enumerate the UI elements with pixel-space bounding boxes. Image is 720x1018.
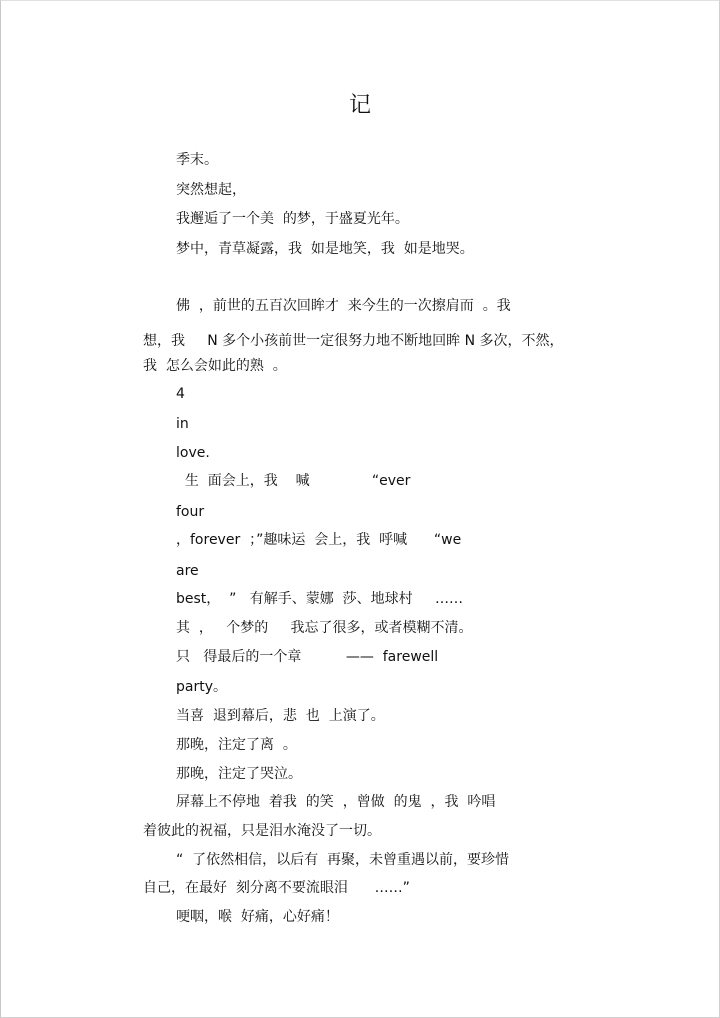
- text-line: 突然想起，: [176, 182, 246, 198]
- text-line: 想，我 N 多个小孩前世一定很努力地不断地回眸 N 多次，不然，: [143, 333, 564, 349]
- text-line: 那晚，注定了哭泣。: [176, 766, 302, 782]
- text-line: best， ” 有解手、蒙娜 莎、地球村 ……: [176, 591, 463, 607]
- text-line: 那晚，注定了离 。: [176, 737, 297, 753]
- text-line: 季末。: [176, 152, 218, 168]
- text-line: are: [176, 563, 199, 579]
- text-line: in: [176, 416, 189, 432]
- text-line: ，forever ；”趣味运 会上，我 呼喊 “we: [176, 532, 462, 548]
- text-line: love.: [176, 445, 210, 461]
- document-title: 记: [348, 93, 371, 118]
- text-line: 生 面会上，我 喊 “ever: [176, 473, 411, 489]
- text-line: 我 怎么会如此的熟 。: [143, 358, 287, 374]
- text-line: 梦中，青草凝露，我 如是地笑，我 如是地哭。: [176, 241, 474, 257]
- text-line: 当喜 退到幕后，悲 也 上演了。: [176, 708, 385, 724]
- text-line: “ 了依然相信，以后有 再聚，未曾重遇以前，要珍惜: [176, 852, 510, 868]
- text-line: 4: [176, 386, 185, 402]
- text-line: 屏幕上不停地 着我 的笑 ，曾做 的鬼 ，我 吟唱: [176, 794, 496, 810]
- text-line: party。: [176, 679, 227, 695]
- text-line: 哽咽，喉 好痛，心好痛！: [176, 909, 339, 925]
- text-line: 我邂逅了一个美 的梦，于盛夏光年。: [176, 211, 409, 227]
- text-line: 只 得最后的一个章 —— farewell: [176, 649, 439, 665]
- text-line: 其 ， 个梦的 我忘了很多，或者模糊不清。: [176, 620, 473, 636]
- text-line: 佛 ，前世的五百次回眸才 来今生的一次擦肩而 。我: [176, 298, 511, 314]
- text-line: four: [176, 504, 205, 520]
- text-line: 自己，在最好 刻分离不要流眼泪 ……”: [143, 880, 410, 896]
- text-line: 着彼此的祝福，只是泪水淹没了一切。: [143, 823, 381, 839]
